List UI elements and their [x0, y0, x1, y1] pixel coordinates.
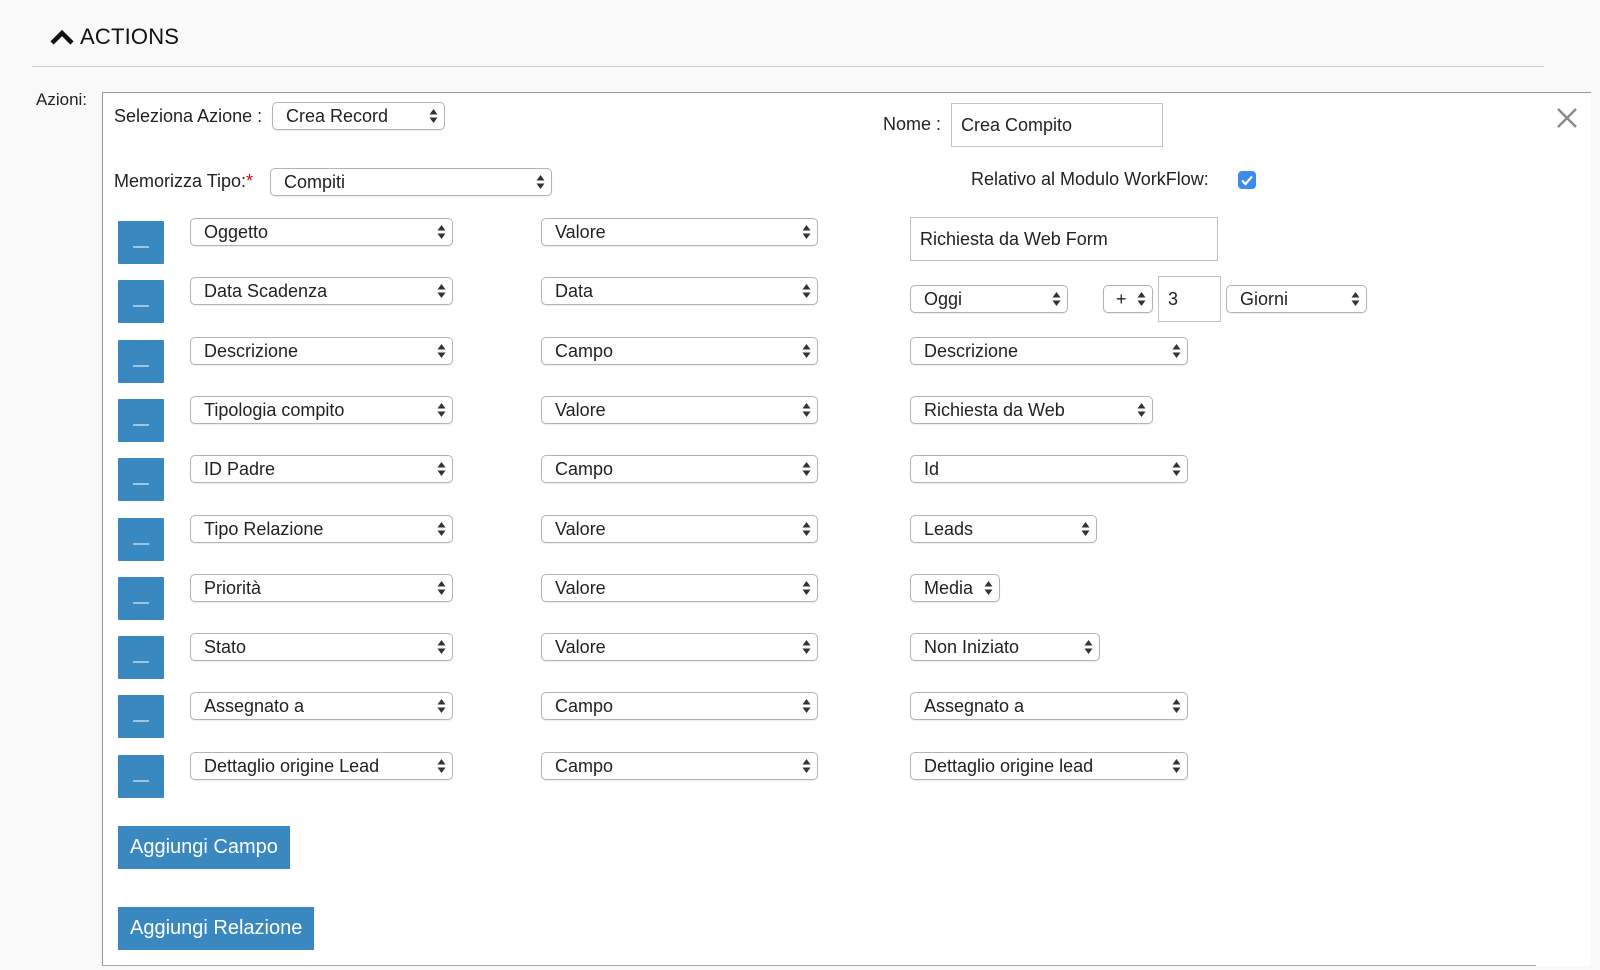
- value-type-select-value: Valore: [555, 519, 606, 539]
- azioni-label: Azioni:: [36, 90, 88, 109]
- updown-arrows-icon: [437, 753, 446, 779]
- name-label: Nome :: [883, 114, 942, 134]
- value-type-select[interactable]: [541, 633, 818, 661]
- close-icon[interactable]: [1553, 104, 1581, 132]
- value-input[interactable]: Richiesta da Web Form: [910, 217, 1218, 261]
- remove-field-button[interactable]: [118, 695, 164, 738]
- date-unit-select-value: Giorni: [1240, 289, 1289, 309]
- value-type-select[interactable]: [541, 515, 818, 543]
- name-input[interactable]: Crea Compito: [951, 103, 1163, 147]
- section-title: ACTIONS: [80, 24, 180, 49]
- updown-arrows-icon: [802, 456, 811, 482]
- value-type-select-value: Campo: [555, 756, 614, 776]
- updown-arrows-icon: [437, 278, 446, 304]
- updown-arrows-icon: [802, 693, 811, 719]
- select-action-value: Crea Record: [286, 106, 389, 126]
- field-select[interactable]: [190, 277, 453, 305]
- updown-arrows-icon: [802, 219, 811, 245]
- updown-arrows-icon: [1137, 397, 1146, 423]
- divider: [32, 66, 1544, 67]
- updown-arrows-icon: [437, 575, 446, 601]
- remove-field-button[interactable]: [118, 399, 164, 442]
- updown-arrows-icon: [1351, 286, 1360, 312]
- chevron-up-icon: [50, 27, 74, 47]
- updown-arrows-icon: [429, 103, 438, 129]
- updown-arrows-icon: [802, 397, 811, 423]
- add-relation-button[interactable]: Aggiungi Relazione: [118, 907, 314, 950]
- panel-bottom-border: [102, 965, 1536, 966]
- updown-arrows-icon: [802, 575, 811, 601]
- value-select[interactable]: [910, 515, 1097, 543]
- value-select[interactable]: [910, 633, 1100, 661]
- value-type-select[interactable]: [541, 574, 818, 602]
- field-select[interactable]: [190, 455, 453, 483]
- updown-arrows-icon: [802, 753, 811, 779]
- value-type-select[interactable]: [541, 218, 818, 246]
- updown-arrows-icon: [1081, 516, 1090, 542]
- updown-arrows-icon: [437, 219, 446, 245]
- select-action-label: Seleziona Azione :: [114, 106, 263, 126]
- value-type-select-value: Valore: [555, 222, 606, 242]
- updown-arrows-icon: [802, 516, 811, 542]
- date-unit-select[interactable]: [1226, 285, 1367, 313]
- updown-arrows-icon: [802, 634, 811, 660]
- updown-arrows-icon: [984, 575, 993, 601]
- field-select[interactable]: [190, 752, 453, 780]
- field-select-value: Data Scadenza: [204, 281, 328, 301]
- updown-arrows-icon: [437, 516, 446, 542]
- field-select[interactable]: [190, 396, 453, 424]
- remove-field-button[interactable]: [118, 755, 164, 798]
- updown-arrows-icon: [802, 278, 811, 304]
- field-select-value: Assegnato a: [204, 696, 305, 716]
- updown-arrows-icon: [1172, 693, 1181, 719]
- value-type-select-value: Data: [555, 281, 594, 301]
- field-select-value: Stato: [204, 637, 247, 657]
- updown-arrows-icon: [437, 338, 446, 364]
- field-select-value: Dettaglio origine Lead: [204, 756, 380, 776]
- required-mark: *: [246, 171, 254, 191]
- updown-arrows-icon: [1172, 753, 1181, 779]
- updown-arrows-icon: [1137, 286, 1146, 312]
- field-select-value: Tipologia compito: [204, 400, 345, 420]
- updown-arrows-icon: [1052, 286, 1061, 312]
- updown-arrows-icon: [1084, 634, 1093, 660]
- field-select[interactable]: [190, 515, 453, 543]
- remove-field-button[interactable]: [118, 518, 164, 561]
- remove-field-button[interactable]: [118, 636, 164, 679]
- remove-field-button[interactable]: [118, 458, 164, 501]
- date-amount-input[interactable]: 3: [1158, 276, 1221, 322]
- updown-arrows-icon: [437, 397, 446, 423]
- date-base-select-value: Oggi: [924, 289, 963, 309]
- field-select[interactable]: [190, 574, 453, 602]
- value-select[interactable]: [910, 337, 1188, 365]
- field-select[interactable]: [190, 337, 453, 365]
- value-type-select-value: Campo: [555, 341, 614, 361]
- field-select-value: Descrizione: [204, 341, 299, 361]
- value-type-select-value: Valore: [555, 400, 606, 420]
- relative-workflow-checkbox[interactable]: [1238, 171, 1256, 189]
- value-select[interactable]: [910, 692, 1188, 720]
- value-select-value: Descrizione: [924, 341, 1019, 361]
- date-base-select[interactable]: [910, 285, 1068, 313]
- value-type-select[interactable]: [541, 752, 818, 780]
- value-type-select[interactable]: [541, 396, 818, 424]
- value-select-value: Id: [924, 459, 940, 479]
- field-select[interactable]: [190, 633, 453, 661]
- value-type-select[interactable]: [541, 692, 818, 720]
- date-operator-select-value: +: [1116, 289, 1127, 309]
- remove-field-button[interactable]: [118, 577, 164, 620]
- value-type-select-value: Campo: [555, 696, 614, 716]
- store-type-value: Compiti: [284, 172, 346, 192]
- value-select-value: Assegnato a: [924, 696, 1025, 716]
- value-select-value: Dettaglio origine lead: [924, 756, 1094, 776]
- updown-arrows-icon: [1172, 456, 1181, 482]
- value-type-select[interactable]: [541, 455, 818, 483]
- field-select-value: ID Padre: [204, 459, 276, 479]
- add-field-button[interactable]: Aggiungi Campo: [118, 826, 290, 869]
- value-select-value: Media: [924, 578, 974, 598]
- store-type-label: [114, 171, 253, 192]
- field-select-value: Tipo Relazione: [204, 519, 324, 539]
- updown-arrows-icon: [437, 693, 446, 719]
- field-select-value: Oggetto: [204, 222, 269, 242]
- remove-field-button[interactable]: [118, 221, 164, 264]
- value-type-select-value: Valore: [555, 637, 606, 657]
- value-type-select-value: Campo: [555, 459, 614, 479]
- updown-arrows-icon: [536, 169, 545, 195]
- field-select[interactable]: [190, 692, 453, 720]
- value-select-value: Non Iniziato: [924, 637, 1020, 657]
- date-operator-select[interactable]: [1103, 285, 1153, 313]
- value-select-value: Richiesta da Web: [924, 400, 1065, 420]
- remove-field-button[interactable]: [118, 340, 164, 383]
- updown-arrows-icon: [802, 338, 811, 364]
- value-select-value: Leads: [924, 519, 974, 539]
- updown-arrows-icon: [437, 634, 446, 660]
- actions-section-toggle[interactable]: [50, 22, 179, 52]
- relative-workflow-label: Relativo al Modulo WorkFlow:: [971, 169, 1209, 189]
- select-action-dropdown[interactable]: [272, 102, 445, 130]
- field-select[interactable]: [190, 218, 453, 246]
- value-select[interactable]: [910, 574, 1000, 602]
- updown-arrows-icon: [1172, 338, 1181, 364]
- store-type-label-text: Memorizza Tipo:: [114, 171, 247, 191]
- value-type-select[interactable]: [541, 337, 818, 365]
- value-type-select[interactable]: [541, 277, 818, 305]
- value-type-select-value: Valore: [555, 578, 606, 598]
- store-type-dropdown[interactable]: [270, 168, 552, 196]
- value-select[interactable]: [910, 455, 1188, 483]
- remove-field-button[interactable]: [118, 280, 164, 323]
- value-select[interactable]: [910, 396, 1153, 424]
- value-select[interactable]: [910, 752, 1188, 780]
- updown-arrows-icon: [437, 456, 446, 482]
- field-select-value: Priorità: [204, 578, 262, 598]
